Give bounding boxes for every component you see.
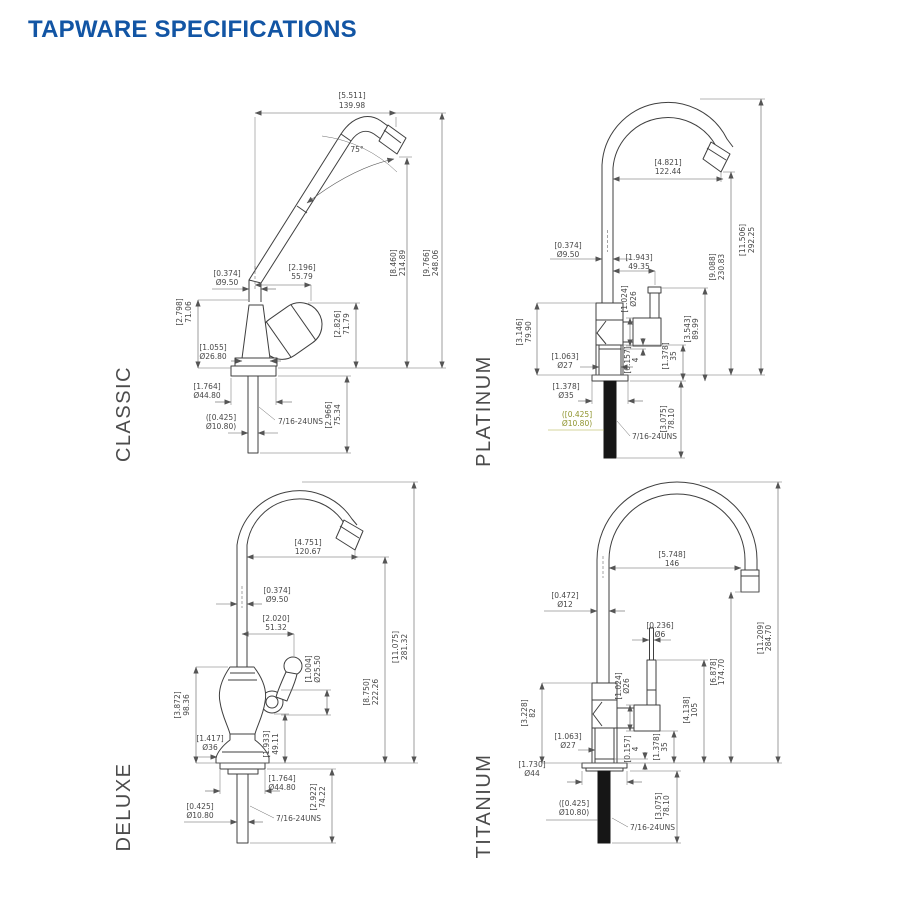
dim-label-mm: 281.32 xyxy=(400,633,409,661)
dim-label-mm: 4 xyxy=(631,357,640,363)
dim-label-mm: 35 xyxy=(660,742,669,752)
dim-label-mm: 71.06 xyxy=(184,301,193,323)
dim-label-mm: Ø12 xyxy=(557,600,573,609)
titanium-dimension-labels xyxy=(518,550,773,832)
dim-label-in: [9.766] xyxy=(422,249,431,277)
dim-label-in: [3.872] xyxy=(173,691,182,719)
dim-label-mm: 222.26 xyxy=(371,678,380,706)
dim-label-mm: Ø26 xyxy=(629,291,638,307)
dim-label-mm: 230.83 xyxy=(717,253,726,281)
model-name-titanium: TITANIUM xyxy=(473,753,495,859)
dim-label-in: [0.157] xyxy=(623,735,632,763)
dim-label-mm: Ø10.80) xyxy=(561,419,593,428)
dim-label-in: [4.138] xyxy=(682,696,691,724)
dim-label-in: [0.374] xyxy=(554,241,582,250)
dim-label-in: [0.425] xyxy=(186,802,214,811)
dim-label-in: [1.730] xyxy=(518,760,546,769)
dim-label-mm: 51.32 xyxy=(265,623,287,632)
dim-label-thread: 7/16-24UNS xyxy=(630,823,675,832)
dim-label-mm: 146 xyxy=(664,559,680,568)
dim-label-in: [3.075] xyxy=(659,405,668,433)
dim-label-mm: 105 xyxy=(690,702,699,718)
dim-label-mm: 74.22 xyxy=(318,786,327,808)
dim-label-mm: 174.70 xyxy=(717,658,726,686)
titanium-drawing xyxy=(473,482,782,858)
dim-label-mm: Ø44 xyxy=(524,769,540,778)
dim-label-in: [0.236] xyxy=(646,621,674,630)
dim-label-mm: Ø44.80 xyxy=(268,783,296,792)
dim-label-in: [3.075] xyxy=(654,792,663,820)
dim-label-in: [0.472] xyxy=(551,591,579,600)
dim-label-in: [2.196] xyxy=(288,263,316,272)
dim-label-mm: 55.79 xyxy=(291,272,313,281)
classic-drawing xyxy=(113,91,446,462)
dim-label-in: [1.055] xyxy=(199,343,227,352)
dim-label-in: ([0.425] xyxy=(561,410,593,419)
dim-label-mm: Ø36 xyxy=(202,743,218,752)
dim-label-mm: 78.10 xyxy=(662,795,671,817)
dim-label-mm: Ø9.50 xyxy=(265,595,289,604)
deluxe-drawing xyxy=(113,482,418,852)
dim-label-in: [4.751] xyxy=(294,538,322,547)
model-name-deluxe: DELUXE xyxy=(113,762,135,852)
dim-label-mm: Ø27 xyxy=(560,741,576,750)
dim-label-mm: Ø44.80 xyxy=(193,391,221,400)
dim-label-mm: 4 xyxy=(631,746,640,752)
dim-label-in: ([0.425] xyxy=(205,413,237,422)
dim-label-in: [1.063] xyxy=(554,732,582,741)
dim-label-in: [8.750] xyxy=(362,678,371,706)
model-name-platinum: PLATINUM xyxy=(473,355,495,467)
dim-label-in: [9.088] xyxy=(708,253,717,281)
dim-label-in: [5.511] xyxy=(338,91,366,100)
dim-label-in: ([0.425] xyxy=(558,799,590,808)
dim-label-mm: 35 xyxy=(669,351,678,361)
dim-label-in: [1.024] xyxy=(620,285,629,313)
dim-label-in: [1.063] xyxy=(551,352,579,361)
dim-label-mm: 139.98 xyxy=(338,101,366,110)
dim-label-thread: 7/16-24UNS xyxy=(278,417,323,426)
dim-label-in: [2.826] xyxy=(333,310,342,338)
dim-label-mm: 49.35 xyxy=(628,262,650,271)
dim-label-thread: 7/16-24UNS xyxy=(632,432,677,441)
dim-label-in: [2.922] xyxy=(309,783,318,811)
platinum-dimension-lines xyxy=(537,99,765,458)
dim-label-in: [3.543] xyxy=(683,315,692,343)
dim-label-mm: 82 xyxy=(528,708,537,718)
dim-label-in: [1.933] xyxy=(262,730,271,758)
model-name-classic: CLASSIC xyxy=(113,365,135,463)
dim-label-mm: 79.90 xyxy=(524,321,533,343)
dim-label-mm: 78.10 xyxy=(667,408,676,430)
platinum-dimension-labels xyxy=(515,158,756,441)
dim-label-mm: Ø10.80) xyxy=(205,422,237,431)
dim-label-in: [8.460] xyxy=(389,249,398,277)
dim-label-mm: 214.89 xyxy=(398,249,407,277)
dim-label-thread: 7/16-24UNS xyxy=(276,814,321,823)
dim-label-mm: Ø27 xyxy=(557,361,573,370)
dim-label-mm: 284.70 xyxy=(764,624,773,652)
dim-label-angle: 75° xyxy=(350,145,364,154)
dim-label-in: [0.374] xyxy=(213,269,241,278)
dim-label-in: [2.020] xyxy=(262,614,290,623)
dim-label-mm: 71.79 xyxy=(342,313,351,335)
dim-label-mm: 120.67 xyxy=(294,547,322,556)
dim-label-mm: Ø6 xyxy=(654,630,666,639)
dim-label-in: [6.878] xyxy=(709,658,718,686)
dim-label-in: [0.374] xyxy=(263,586,291,595)
titanium-faucet-outline xyxy=(582,482,759,843)
dim-label-mm: 122.44 xyxy=(654,167,682,176)
dim-label-in: [1.764] xyxy=(268,774,296,783)
dim-label-in: [1.764] xyxy=(193,382,221,391)
dim-label-in: [11.209] xyxy=(756,621,765,655)
dim-label-in: [1.378] xyxy=(661,342,670,370)
dim-label-mm: Ø9.50 xyxy=(215,278,239,287)
titanium-dimension-lines xyxy=(542,482,782,843)
dim-label-mm: Ø26.80 xyxy=(199,352,227,361)
dim-label-in: [3.146] xyxy=(515,318,524,346)
dim-label-mm: 248.06 xyxy=(431,249,440,277)
dim-label-in: [1.378] xyxy=(552,382,580,391)
dim-label-in: [4.821] xyxy=(654,158,682,167)
dim-label-in: [1.943] xyxy=(625,253,653,262)
dim-label-mm: 75.34 xyxy=(333,404,342,426)
dim-label-mm: 98.36 xyxy=(182,694,191,716)
dim-label-mm: Ø10.80) xyxy=(558,808,590,817)
dim-label-mm: Ø25.50 xyxy=(313,655,322,683)
dim-label-mm: Ø26 xyxy=(622,678,631,694)
dim-label-in: [1.004] xyxy=(304,655,313,683)
dim-label-in: [3.228] xyxy=(520,699,529,727)
dim-label-in: [11.075] xyxy=(391,630,400,664)
dim-label-mm: 89.99 xyxy=(691,318,700,340)
dim-label-mm: Ø35 xyxy=(558,391,574,400)
dim-label-in: [2.966] xyxy=(324,401,333,429)
dim-label-mm: 292.25 xyxy=(747,226,756,254)
dim-label-in: [2.798] xyxy=(175,298,184,326)
page-title: TAPWARE SPECIFICATIONS xyxy=(28,16,357,43)
dim-label-in: [1.024] xyxy=(614,672,623,700)
dim-label-mm: Ø10.80 xyxy=(186,811,214,820)
platinum-drawing xyxy=(473,99,765,467)
dim-label-in: [0.157] xyxy=(623,346,632,374)
dim-label-mm: Ø9.50 xyxy=(556,250,580,259)
dim-label-in: [5.748] xyxy=(658,550,686,559)
dim-label-in: [1.378] xyxy=(652,733,661,761)
dim-label-in: [11.506] xyxy=(738,223,747,257)
dim-label-in: [1.417] xyxy=(196,734,224,743)
dim-label-mm: 49.11 xyxy=(271,733,280,755)
